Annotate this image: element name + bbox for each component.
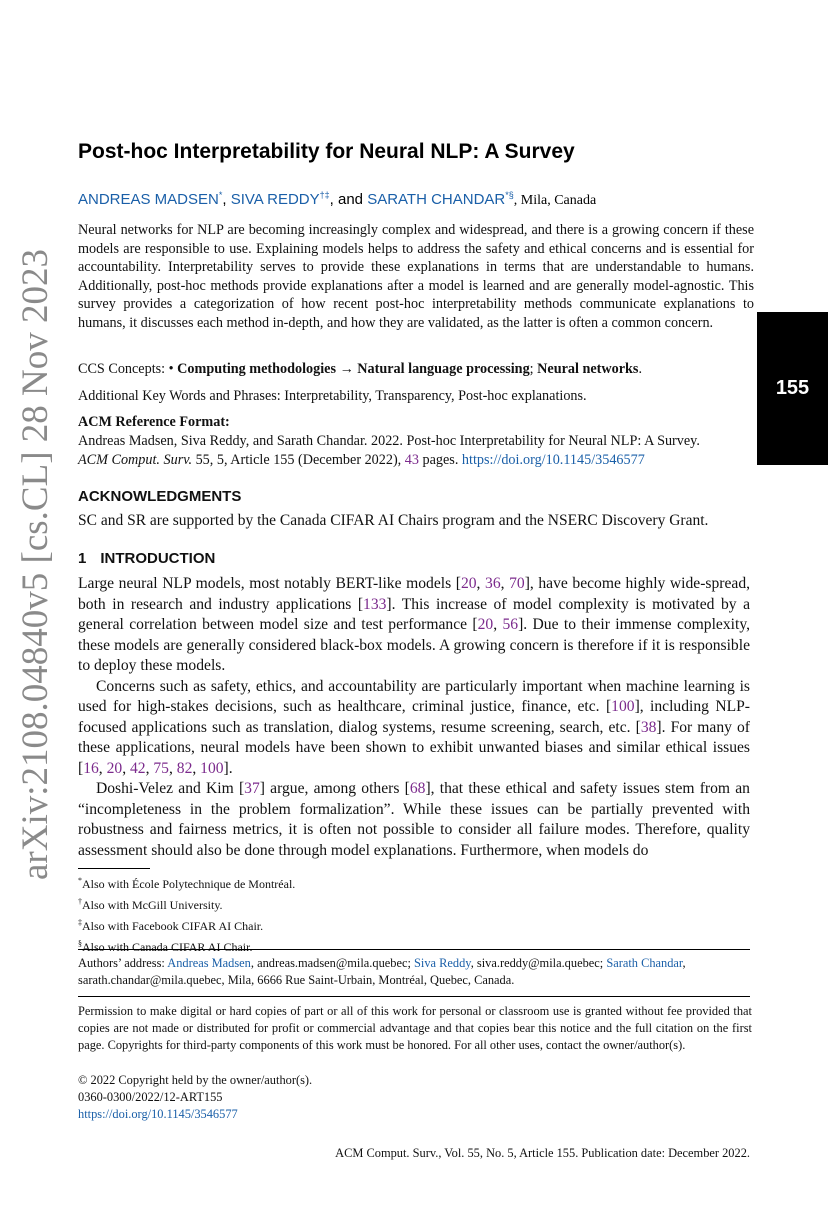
citation-link[interactable]: 82 (176, 759, 193, 777)
acm-reference-details: 55, 5, Article 155 (December 2022), (192, 452, 405, 468)
text: , (493, 616, 503, 633)
text: Authors’ address: (78, 956, 168, 970)
author-link-reddy[interactable]: Siva Reddy (414, 956, 471, 970)
paragraph (78, 574, 750, 677)
author-link-chandar[interactable]: Sarath Chandar (606, 956, 683, 970)
ccs-concept: Neural networks (537, 361, 639, 377)
citation-link[interactable]: 42 (129, 759, 146, 777)
copyright-line: © 2022 Copyright held by the owner/author(s). (78, 1073, 313, 1087)
acknowledgments-heading: ACKNOWLEDGMENTS (78, 488, 242, 505)
page-count-link[interactable]: 43 (404, 452, 419, 468)
citation-link[interactable]: 20 (106, 759, 123, 777)
arxiv-watermark: arXiv:2108.04840v5 [cs.CL] 28 Nov 2023 (15, 249, 56, 880)
text: Large neural NLP models, most notably BERT-like models [ (78, 575, 461, 592)
address-rule (78, 949, 750, 950)
text: , (500, 575, 510, 592)
author-separator: , and (329, 191, 368, 208)
text: ], that these ethical and safety issues stem from an “incompleteness in the problem formalization”. While these issues can be partially prevented with robustness and fairness metrics, it is often not possible to consider all failure modes. Therefore, quality assessment should also be done through model explanations. Furthermore, when models do (78, 780, 750, 859)
footnote-mark: ‡ (78, 918, 82, 927)
text: Doshi-Velez and Kim [ (96, 780, 245, 797)
text: ], have become highly wide-spread, both in research and industry applications [ (78, 575, 751, 613)
acm-reference (78, 432, 754, 470)
citation-link[interactable]: 133 (363, 595, 387, 613)
text: ] argue, among others [ (259, 780, 410, 797)
acm-reference-line: Andreas Madsen, Siva Reddy, and Sarath Chandar. 2022. Post-hoc Interpretability for Neural NLP: A Survey. (78, 433, 700, 449)
section-number: 1 (78, 550, 87, 567)
footnote-text: Also with Facebook CIFAR AI Chair. (82, 919, 264, 933)
text: Concerns such as safety, ethics, and accountability are particularly important when machine learning is used for high-stakes decisions, such as healthcare, criminal justice, finance, etc. [ (78, 677, 750, 715)
footnote (78, 872, 295, 893)
permission-notice: Permission to make digital or hard copies of part or all of this work for personal or classroom use is granted without fee provided that copies are not made or distributed for profit or commercial advantage and that copies bear this notice and the full citation on the first page. Copyrights for third-party components of this work must be honored. For all other uses, contact the owner/author(s). (78, 1004, 752, 1052)
ccs-arrow: → (336, 361, 358, 377)
footnote-mark: † (78, 897, 82, 906)
section-title: INTRODUCTION (100, 550, 216, 567)
text: ]. For many of these applications, neural models have been shown to exhibit unwanted biases and similar ethical issues [ (78, 718, 750, 777)
page-footer: ACM Comput. Surv., Vol. 55, No. 5, Article 155. Publication date: December 2022. (335, 1146, 750, 1160)
footnotes (78, 872, 295, 956)
section-heading-introduction (78, 550, 215, 567)
text: ], including NLP-focused applications such as translation, dialog systems, resume screening, search, etc. [ (78, 698, 750, 736)
footnote (78, 914, 295, 935)
citation-link[interactable]: 37 (244, 780, 260, 797)
author-list (78, 190, 758, 209)
doi-link[interactable]: https://doi.org/10.1145/3546577 (461, 452, 645, 468)
affiliation: , Mila, Canada (513, 193, 597, 208)
footnote-mark: § (78, 939, 82, 948)
introduction-body (78, 574, 750, 861)
citation-link[interactable]: 100 (611, 698, 635, 715)
paragraph (78, 677, 750, 780)
footnote-text: Also with Canada CIFAR AI Chair. (82, 940, 253, 954)
footnote-mark: * (78, 876, 82, 885)
author-mark: †‡ (319, 190, 330, 200)
text: , (192, 759, 201, 777)
author-link-madsen[interactable]: ANDREAS MADSEN (78, 191, 219, 208)
citation-link[interactable]: 20 (477, 616, 494, 633)
doi-link[interactable]: https://doi.org/10.1145/3546577 (78, 1107, 238, 1121)
citation-link[interactable]: 100 (200, 759, 224, 777)
copyright-block (78, 1072, 312, 1123)
text: , sarath.chandar@mila.quebec, Mila, 6666 Rue Saint-Urbain, Montréal, Quebec, Canada. (78, 956, 686, 987)
author-link-reddy[interactable]: SIVA REDDY (230, 191, 320, 208)
abstract: Neural networks for NLP are becoming increasingly complex and widespread, and there is a growing concern if these models are responsible to use. Explaining models helps to address the safety and ethical concerns and is essential for accountability. Interpretability serves to provide these explanations in terms that are understandable to humans. Additionally, post-hoc methods provide explanations after a model is learned and are generally model-agnostic. This survey provides a categorization of how recent post-hoc interpretability methods communicate explanations to humans, it discusses each method in-depth, and how they are validated, as the latter is often a common concern. (78, 222, 754, 331)
text: ]. Due to their immense complexity, these models are generally considered black-box models. A growing concern is therefore if it is responsible to deploy these models. (78, 616, 750, 674)
footnote-rule (78, 868, 150, 869)
pages-suffix: pages. (418, 452, 462, 468)
ccs-concepts (78, 361, 754, 378)
footnote-text: Also with McGill University. (82, 898, 223, 912)
issn-line: 0360-0300/2022/12-ART155 (78, 1090, 223, 1104)
text: , (476, 575, 486, 592)
author-mark: * (218, 190, 223, 200)
article-number: 155 (775, 377, 810, 399)
text: , (98, 759, 107, 777)
keywords: Additional Key Words and Phrases: Interpretability, Transparency, Post-hoc explanations. (78, 388, 587, 404)
ccs-concept: Computing methodologies (177, 361, 337, 377)
footnote (78, 935, 295, 956)
citation-link[interactable]: 36 (485, 575, 501, 592)
author-link-chandar[interactable]: SARATH CHANDAR (367, 191, 506, 208)
citation-link[interactable]: 75 (153, 759, 169, 777)
acm-reference-heading: ACM Reference Format: (78, 414, 230, 430)
text: , andreas.madsen@mila.quebec; (250, 956, 415, 970)
acknowledgments-text: SC and SR are supported by the Canada CIFAR AI Chairs program and the NSERC Discovery Grant. (78, 512, 709, 529)
ccs-end: . (638, 361, 642, 377)
paper-title: Post-hoc Interpretability for Neural NLP: A Survey (78, 140, 575, 163)
ccs-concept: Natural language processing (357, 361, 530, 377)
text: , siva.reddy@mila.quebec; (470, 956, 607, 970)
citation-link[interactable]: 16 (83, 759, 99, 777)
ccs-prefix: CCS Concepts: • (78, 361, 178, 377)
author-link-madsen[interactable]: Andreas Madsen (167, 956, 251, 970)
permission-rule (78, 996, 750, 997)
footnote (78, 893, 295, 914)
citation-link[interactable]: 56 (502, 616, 519, 633)
author-mark: *§ (505, 190, 514, 200)
text: , (122, 759, 130, 777)
text: ]. This increase of model complexity is motivated by a general correlation between model size and test performance [ (78, 595, 750, 633)
footnote-text: Also with École Polytechnique de Montréal. (82, 877, 296, 891)
article-number-tab (757, 312, 828, 465)
text: , (168, 759, 177, 777)
paragraph (78, 779, 750, 861)
author-separator: , (222, 191, 231, 208)
citation-link[interactable]: 68 (409, 780, 426, 797)
journal-name: ACM Comput. Surv. (78, 452, 193, 468)
citation-link[interactable]: 70 (509, 575, 525, 592)
text: , (145, 759, 154, 777)
author-addresses (78, 955, 752, 989)
ccs-separator: ; (529, 361, 538, 377)
text: ]. (223, 759, 233, 777)
citation-link[interactable]: 38 (640, 718, 657, 736)
citation-link[interactable]: 20 (460, 575, 477, 592)
